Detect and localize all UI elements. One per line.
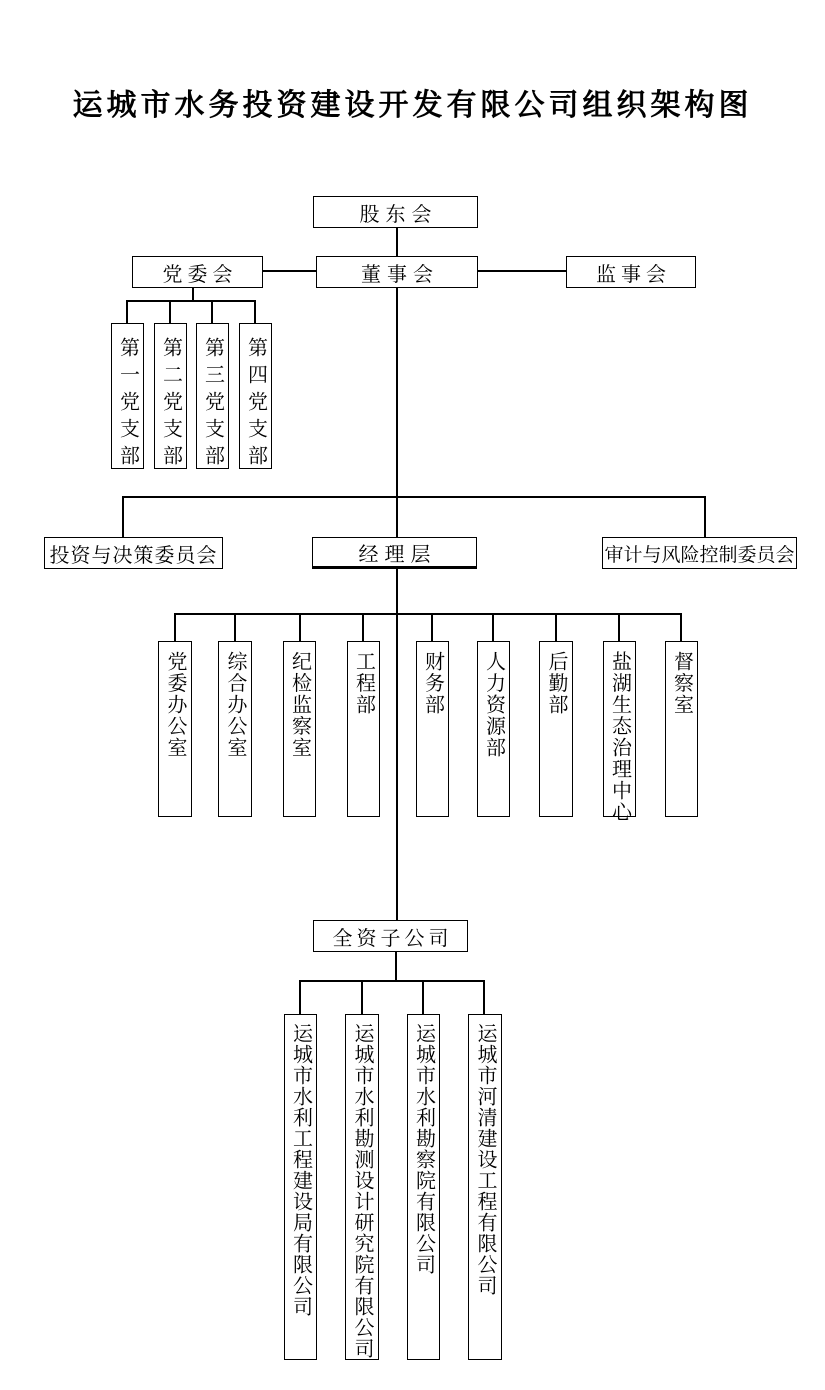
node-dept-engineering (347, 641, 380, 817)
node-party-committee: 党委会 (132, 256, 263, 288)
node-subsidiary-4 (468, 1014, 502, 1360)
node-board: 董事会 (316, 256, 478, 288)
connector-drop-dept-1 (174, 613, 176, 641)
node-dept-logistics (539, 641, 573, 817)
connector-drop-dept-9 (680, 613, 682, 641)
connector-drop-subsidiary-2 (361, 980, 363, 1014)
node-supervisory-board: 监事会 (566, 256, 696, 288)
connector-board-management (396, 288, 398, 537)
node-dept-general-office (218, 641, 252, 817)
party-branch-label: 第四党支部 (244, 337, 267, 472)
connector-board-supervisory (478, 270, 566, 272)
connector-departments-rail (174, 613, 682, 615)
connector-drop-dept-2 (234, 613, 236, 641)
connector-committees-rail (122, 496, 706, 498)
node-dept-discipline-office (283, 641, 316, 817)
node-dept-party-office (158, 641, 192, 817)
party-branch-label: 第三党支部 (201, 337, 224, 472)
node-party-branch-1 (111, 323, 144, 472)
connector-drop-dept-8 (618, 613, 620, 641)
connector-drop-investment-committee (122, 496, 124, 537)
dept-label: 党委办公室 (164, 651, 186, 759)
node-dept-supervision-office (665, 641, 698, 817)
node-party-branch-4 (239, 323, 272, 472)
connector-drop-party-branch-4 (254, 300, 256, 323)
node-subsidiary-1 (284, 1014, 317, 1360)
node-subsidiary-3 (407, 1014, 440, 1360)
connector-drop-party-branch-3 (211, 300, 213, 323)
connector-shareholders-board (396, 228, 398, 256)
node-dept-finance (416, 641, 449, 817)
connector-drop-subsidiary-3 (422, 980, 424, 1014)
dept-label: 综合办公室 (224, 651, 246, 759)
connector-party-branches-rail (126, 300, 256, 302)
node-shareholders: 股东会 (313, 196, 478, 228)
node-dept-saltlake-ecology-center (603, 641, 636, 823)
dept-label: 纪检监察室 (288, 651, 311, 759)
node-party-branch-3 (196, 323, 229, 472)
connector-drop-party-branch-2 (169, 300, 171, 323)
connector-drop-subsidiary-4 (483, 980, 485, 1014)
subsidiary-label: 运城市河清建设工程有限公司 (474, 1023, 496, 1296)
connector-drop-audit-committee (704, 496, 706, 537)
subsidiary-label: 运城市水利勘测设计研究院有限公司 (351, 1023, 373, 1359)
node-dept-hr (477, 641, 510, 817)
connector-party-committee-board (263, 270, 316, 272)
subsidiary-label: 运城市水利勘察院有限公司 (412, 1023, 435, 1275)
connector-subsidiaries-stem (395, 952, 397, 980)
node-subsidiaries-group: 全资子公司 (313, 920, 468, 952)
connector-drop-dept-3 (299, 613, 301, 641)
node-subsidiary-2 (345, 1014, 379, 1360)
chart-title: 运城市水务投资建设开发有限公司组织架构图 (72, 89, 753, 122)
node-audit-risk-committee: 审计与风险控制委员会 (602, 537, 797, 569)
connector-management-subsidiaries (396, 569, 398, 920)
node-investment-decision-committee: 投资与决策委员会 (44, 537, 223, 569)
party-branch-label: 第二党支部 (159, 337, 182, 472)
dept-label: 盐湖生态治理中心 (608, 651, 631, 823)
dept-label: 人力资源部 (482, 651, 505, 759)
dept-label: 工程部 (352, 651, 375, 716)
connector-drop-dept-4 (362, 613, 364, 641)
connector-drop-dept-5 (431, 613, 433, 641)
dept-label: 后勤部 (545, 651, 567, 716)
connector-subsidiaries-rail (299, 980, 485, 982)
party-branch-label: 第一党支部 (116, 337, 139, 472)
dept-label: 财务部 (421, 651, 444, 716)
connector-drop-subsidiary-1 (299, 980, 301, 1014)
connector-drop-dept-7 (555, 613, 557, 641)
dept-label: 督察室 (670, 651, 693, 716)
node-management-level: 经理层 (312, 537, 477, 569)
connector-drop-dept-6 (492, 613, 494, 641)
connector-drop-party-branch-1 (126, 300, 128, 323)
subsidiary-label: 运城市水利工程建设局有限公司 (289, 1023, 312, 1317)
node-party-branch-2 (154, 323, 187, 472)
